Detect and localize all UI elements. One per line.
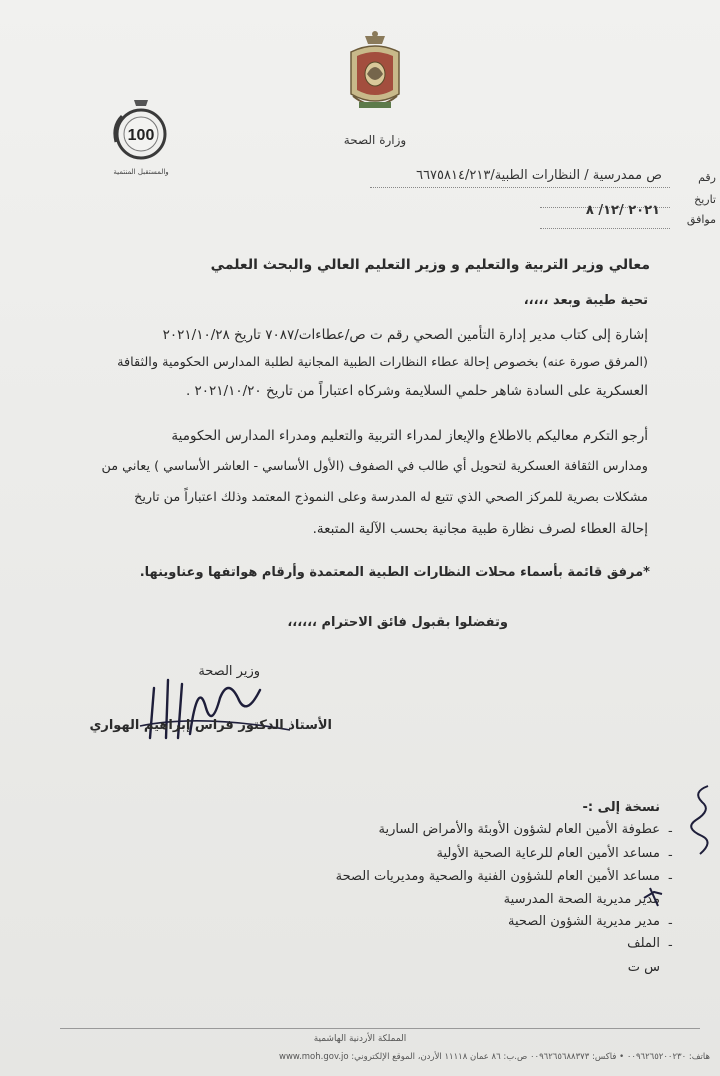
footer-org: المملكة الأردنية الهاشمية [313, 1034, 407, 1044]
cc-item-4: مدير مديرية الصحة المدرسية [503, 892, 660, 907]
greeting: تحية طيبة وبعد ،،،،، [523, 293, 648, 308]
cc-item-7: س ت [627, 960, 660, 975]
hijri-dotted-line [540, 228, 670, 229]
signer-title: وزير الصحة [198, 664, 260, 679]
closing-line: وتفضلوا بقبول فائق الاحترام ،،،،،، [287, 615, 508, 630]
paragraph-1-line-1: إشارة إلى كتاب مدير إدارة التأمين الصحي رقم ت ص/عطاءات/٧٠٨٧ تاريخ ٢٠٢١/١٠/٢٨ [162, 327, 648, 343]
cc-label: نسخة إلى :- [582, 800, 660, 815]
date-label: تاريخ [694, 193, 716, 206]
cc-item-5: مدير مديرية الشؤون الصحية [508, 914, 660, 929]
attachment-note: *مرفق قائمة بأسماء محلات النظارات الطبية المعتمدة وأرقام هواتفها وعناوينها. [139, 565, 650, 580]
cc-dash-6: - [668, 938, 673, 953]
centennial-logo [108, 96, 174, 172]
cc-dash-3: - [668, 871, 673, 886]
addressee: معالي وزير التربية والتعليم و وزير التعليم العالي والبحث العلمي [210, 257, 650, 273]
margin-scribble [672, 780, 718, 860]
cc-dash-1: - [668, 824, 673, 839]
ref-dotted-line [370, 187, 670, 188]
cc-item-1: عطوفة الأمين العام لشؤون الأوبئة والأمراض السارية [378, 822, 660, 837]
ref-label: رقم [698, 171, 716, 184]
coat-of-arms-emblem [343, 30, 407, 122]
paragraph-2-line-1: أرجو التكرم معاليكم بالاطلاع والإيعاز لمدراء التربية والتعليم ومدراء المدارس الحكومية [171, 428, 648, 444]
centennial-caption: والمستقبل المنتمية [113, 168, 169, 176]
svg-text:100: 100 [127, 127, 155, 144]
paragraph-2-line-4: إحالة العطاء لصرف نظارة طبية مجانية بحسب الآلية المتبعة. [312, 521, 648, 537]
cc-dash-2: - [668, 848, 673, 863]
paragraph-2-line-3: مشكلات بصرية للمركز الصحي الذي تتبع له المدرسة وعلى النموذج المعتمد وذلك اعتباراً من تاريخ [134, 490, 648, 505]
cc-item-6: الملف [627, 936, 660, 951]
cc-dash-5: - [668, 916, 673, 931]
paragraph-2-line-2: ومدارس الثقافة العسكرية لتحويل أي طالب في الصفوف (الأول الأساسي - العاشر الأساسي ) يعاني من [101, 459, 648, 474]
letter-date: ٢٠٢١ /١٢/ ٨ [585, 203, 660, 218]
hijri-label: موافق [686, 213, 716, 226]
footer-divider [60, 1028, 700, 1029]
cc-tick-mark [640, 880, 670, 910]
ministry-name: وزارة الصحة [343, 133, 407, 147]
footer-contact: هاتف: ٠٠٩٦٢٦٥٢٠٠٢٣٠ • فاكس: ٠٠٩٦٢٦٥٦٨٨٣٧٣ ص.ب: ٨٦ عمان ١١١١٨ الأردن، الموقع الإلكتروني: www.moh.gov.jo [279, 1052, 710, 1062]
signer-name: الأستاذ الدكتور فراس إبراهيم الهواري [89, 718, 332, 733]
cc-item-3: مساعد الأمين العام للشؤون الفنية والصحية ومديريات الصحة [335, 869, 660, 884]
paragraph-1-line-2: (المرفق صورة عنه) بخصوص إحالة عطاء النظارات الطبية المجانية لطلبة المدارس الحكومية والثقافة [117, 355, 648, 370]
handwritten-signature [120, 668, 300, 748]
paragraph-1-line-3: العسكرية على السادة شاهر حلمي السلايمة وشركاه اعتباراً من تاريخ ٢٠٢١/١٠/٢٠ . [185, 383, 648, 399]
reference-number: ص م‍‍مدرسية / النظارات الطبية/٦٦٧٥٨١٤/٢١٣ [416, 168, 662, 183]
cc-item-2: مساعد الأمين العام للرعاية الصحية الأولية [436, 846, 660, 861]
